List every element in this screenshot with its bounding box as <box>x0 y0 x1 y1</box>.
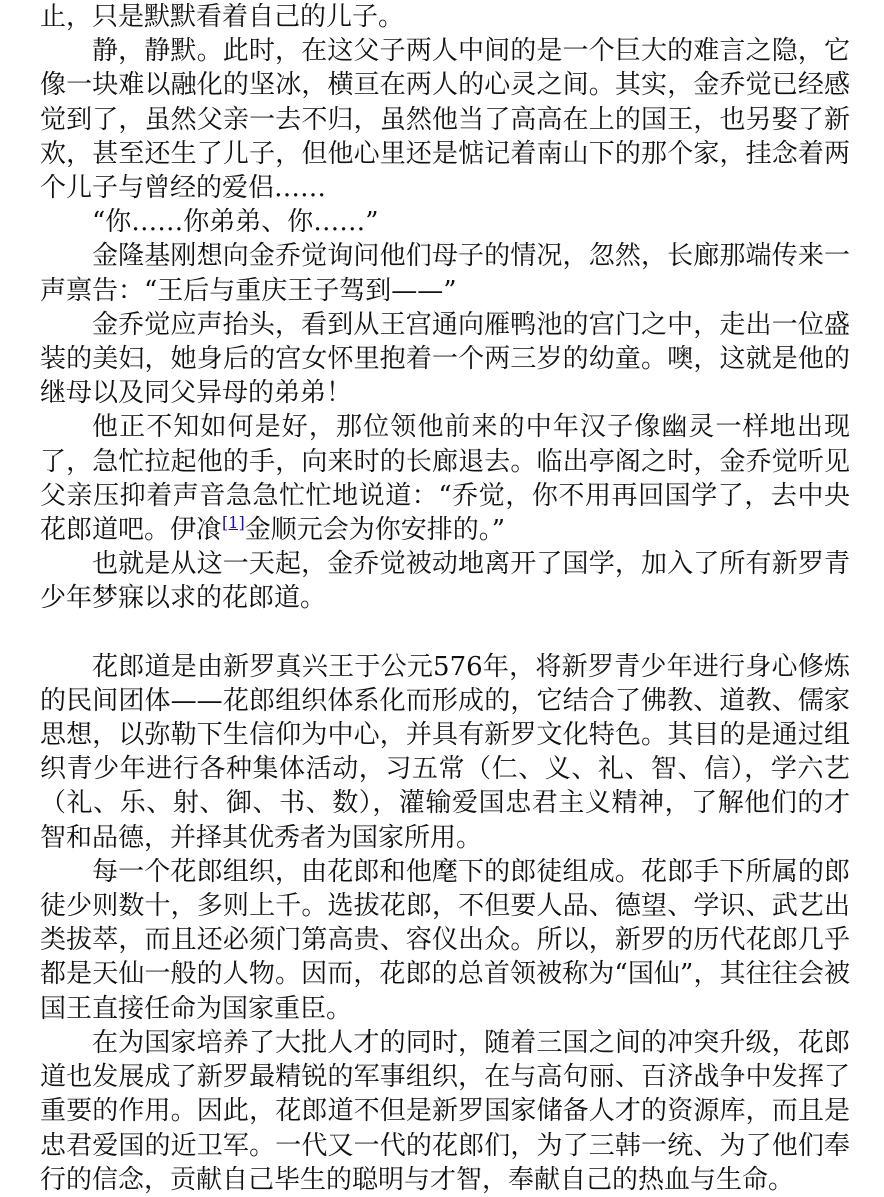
paragraph-text: 他正不知如何是好，那位领他前来的中年汉子像幽灵一样地出现了，急忙拉起他的手，向来时的长廊退去。临出亭阁之时，金乔觉听见父亲压抑着声音急急忙忙地说道：“乔觉，你不用再回国学了，去中央花郎道吧。伊飡 <box>40 412 850 546</box>
paragraph-dialogue: “你……你弟弟、你……” <box>92 207 379 238</box>
paragraph: 花郎道是由新罗真兴王于公元576年，将新罗青少年进行身心修炼的民间团体——花郎组织体系化而形成的，它结合了佛教、道教、儒家思想，以弥勒下生信仰为中心，并具有新罗文化特色。其目的是通过组织青少年进行各种集体活动，习五常（仁、义、礼、智、信），学六艺（礼、乐、射、御、书、数），灌输爱国忠君主义精神，了解他们的才智和品德，并择其优秀者为国家所用。 <box>40 651 850 853</box>
paragraph-continued: 止，只是默默看着自己的儿子。 <box>40 2 405 32</box>
paragraph: 在为国家培养了大批人才的同时，随着三国之间的冲突升级，花郎道也发展成了新罗最精锐的军事组织，在与高句丽、百济战争中发挥了重要的作用。因此，花郎道不但是新罗国家储备人才的资源库，而且是忠君爱国的近卫军。一代又一代的花郎们，为了三韩一统、为了他们奉行的信念，贡献自己毕生的聪明与才智，奉献自己的热血与生命。 <box>40 1027 850 1195</box>
paragraph: 也就是从这一天起，金乔觉被动地离开了国学，加入了所有新罗青少年梦寐以求的花郎道。 <box>40 549 850 614</box>
paragraph: 金乔觉应声抬头，看到从王宫通向雁鸭池的宫门之中，走出一位盛装的美妇，她身后的宫女怀里抱着一个两三岁的幼童。噢，这就是他的继母以及同父异母的弟弟！ <box>40 309 850 409</box>
paragraph-text: 金顺元会为你安排的。” <box>244 515 505 546</box>
paragraph-with-footnote <box>40 410 850 547</box>
paragraph: 金隆基刚想向金乔觉询问他们母子的情况，忽然，长廊那端传来一声禀告：“王后与重庆王子驾到——” <box>40 241 850 306</box>
document-page <box>40 0 850 1197</box>
paragraph: 静，静默。此时，在这父子两人中间的是一个巨大的难言之隐，它像一块难以融化的坚冰，横亘在两人的心灵之间。其实，金乔觉已经感觉到了，虽然父亲一去不归，虽然他当了高高在上的国王，也另娶了新欢，甚至还生了儿子，但他心里还是惦记着南山下的那个家，挂念着两个儿子与曾经的爱侣…… <box>40 36 850 204</box>
footnote-link[interactable]: [1] <box>222 513 245 533</box>
paragraph: 每一个花郎组织，由花郎和他麾下的郎徒组成。花郎手下所属的郎徒少则数十，多则上千。选拔花郎，不但要人品、德望、学识、武艺出类拔萃，而且还必须门第高贵、容仪出众。所以，新罗的历代花郎几乎都是天仙一般的人物。因而，花郎的总首领被称为“国仙”，其往往会被国王直接任命为国家重臣。 <box>40 856 850 1024</box>
